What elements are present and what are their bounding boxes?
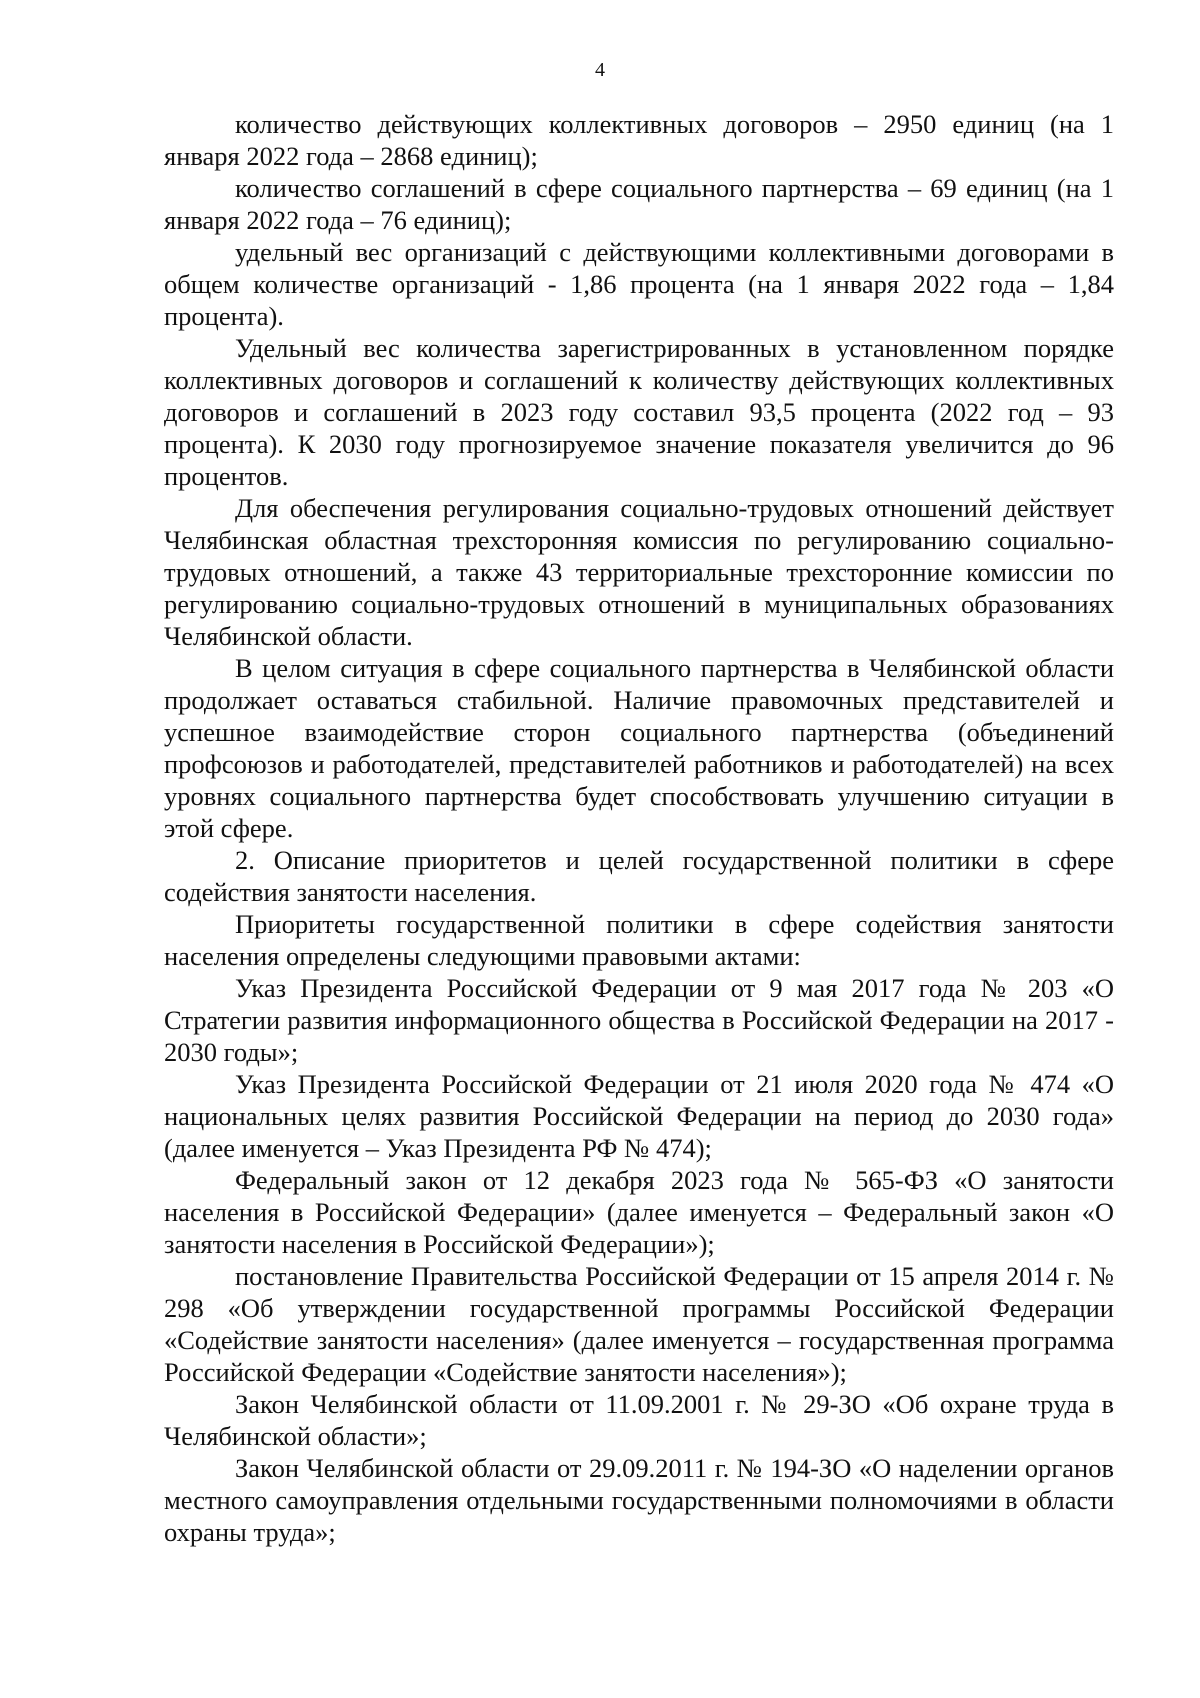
- paragraph-registered-share: Удельный вес количества зарегистрированных в установленном порядке коллективных договоров и соглашений к количеству действующих коллективных договоров и соглашений в 2023 году составил 93,5 процента (2022 год – 93 процента). К 2030 году прогнозируемое значение показателя увеличится до 96 процентов.: [164, 333, 1114, 491]
- paragraph-tripartite-commission: Для обеспечения регулирования социально-трудовых отношений действует Челябинская областная трехсторонняя комиссия по регулированию социально-трудовых отношений, а также 43 территориальные трехсторонние комиссии по регулированию социально-трудовых отношений в муниципальных образованиях Челябинской области.: [164, 493, 1114, 651]
- page-number: 4: [595, 59, 605, 81]
- list-item-decree-203: Указ Президента Российской Федерации от 9 мая 2017 года № 203 «О Стратегии развития информационного общества в Российской Федерации на 2017 - 2030 годы»;: [164, 973, 1114, 1067]
- list-item-government-resolution-298: постановление Правительства Российской Федерации от 15 апреля 2014 г. № 298 «Об утверждении государственной программы Российской Федерации «Содействие занятости населения» (далее именуется – государственная программа Российской Федерации «Содействие занятости населения»);: [164, 1261, 1114, 1387]
- paragraph-situation-summary: В целом ситуация в сфере социального партнерства в Челябинской области продолжает оставаться стабильной. Наличие правомочных представителей и успешное взаимодействие сторон социального партнерства (объединений профсоюзов и работодателей, представителей работников и работодателей) на всех уровнях социального партнерства будет способствовать улучшению ситуации в этой сфере.: [164, 653, 1114, 843]
- section-heading-priorities: 2. Описание приоритетов и целей государственной политики в сфере содействия занятости населения.: [164, 845, 1114, 907]
- list-item-regional-law-194: Закон Челябинской области от 29.09.2011 г. № 194-ЗО «О наделении органов местного самоуправления отдельными государственными полномочиями в области охраны труда»;: [164, 1453, 1114, 1547]
- paragraph-agreements-count: количество соглашений в сфере социального партнерства – 69 единиц (на 1 января 2022 года – 76 единиц);: [164, 173, 1114, 235]
- paragraph-organizations-share: удельный вес организаций с действующими коллективными договорами в общем количестве организаций - 1,86 процента (на 1 января 2022 года – 1,84 процента).: [164, 237, 1114, 331]
- list-item-federal-law-565: Федеральный закон от 12 декабря 2023 года № 565-ФЗ «О занятости населения в Российской Федерации» (далее именуется – Федеральный закон «О занятости населения в Российской Федерации»);: [164, 1165, 1114, 1259]
- paragraph-collective-agreements-count: количество действующих коллективных договоров – 2950 единиц (на 1 января 2022 года – 2868 единиц);: [164, 109, 1114, 171]
- list-item-regional-law-29: Закон Челябинской области от 11.09.2001 г. № 29-ЗО «Об охране труда в Челябинской области»;: [164, 1389, 1114, 1451]
- paragraph-priorities-intro: Приоритеты государственной политики в сфере содействия занятости населения определены следующими правовыми актами:: [164, 909, 1114, 971]
- list-item-decree-474: Указ Президента Российской Федерации от 21 июля 2020 года № 474 «О национальных целях развития Российской Федерации на период до 2030 года» (далее именуется – Указ Президента РФ № 474);: [164, 1069, 1114, 1163]
- document-body: [164, 108, 1114, 1548]
